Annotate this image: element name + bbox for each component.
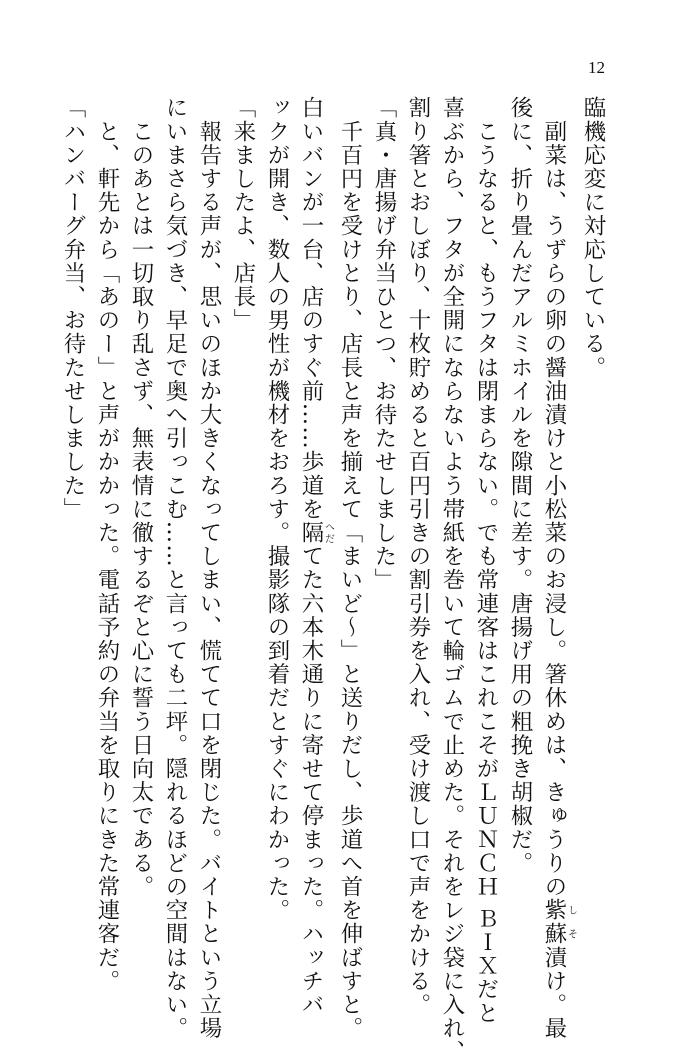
text-line — [503, 96, 537, 946]
text-line — [435, 96, 469, 1064]
text-run: 千百円を受けとり、店長と声を揃えて「まいど～」と送りだし、歩道へ首を伸ばすと。 — [337, 96, 363, 1040]
text-run: 「ハンバーグ弁当、お待たせしました」 — [60, 96, 86, 521]
ruby-base: 隔 — [298, 520, 324, 545]
text-run: 副菜は、うずらの卵の醤油漬けと小松菜のお浸し。箸休めは、きゅうりの — [541, 96, 567, 899]
text-run: このあとは一切取り乱さず、無表情に徹するぞと心に誓う日向太である。 — [128, 96, 154, 899]
text-run: にいまさら気づき、早足で奥へ引っこむ……と言っても二坪。隠れるほどの空間はない。 — [162, 96, 188, 1040]
text-line — [537, 96, 577, 1041]
text-run: 白いバンが一台、店のすぐ前……歩道を — [298, 96, 324, 521]
text-run: 「真・唐揚げ弁当ひとつ、お待たせしました」 — [371, 96, 397, 592]
ruby-reading: しそ — [565, 898, 577, 946]
text-run: 漬け。最 — [541, 945, 567, 1041]
text-run: 臨機応変に対応している。 — [580, 96, 606, 380]
ruby-base: 紫蘇 — [541, 898, 567, 946]
body-text — [56, 96, 610, 1064]
text-run: てた六本木通りに寄せて停まった。ハッチバ — [298, 544, 324, 1017]
text-run: 報告する声が、思いのほか大きくなってしまい、慌てて口を閉じた。バイトという立場 — [196, 96, 222, 1040]
text-run: こうなると、もうフタは閉まらない。でも常連客はこれこそがＬＵＮＣＨ ＢＩＸだと — [473, 96, 499, 1025]
furigana-word — [298, 520, 334, 545]
ruby-reading: へだ — [322, 520, 334, 545]
text-line — [56, 96, 90, 946]
text-run: ックが開き、数人の男性が機材をおろす。撮影隊の到着だとすぐにわかった。 — [264, 96, 290, 922]
text-line — [294, 96, 334, 1017]
text-line — [90, 96, 124, 993]
text-line — [226, 96, 260, 946]
text-run: 割り箸とおしぼり、十枚貯めると百円引きの割引券を入れ、受け渡し口で声をかける。 — [405, 96, 431, 1017]
text-run: 後に、折り畳んだアルミホイルを隙間に差す。唐揚げ用の粗挽き胡椒だ。 — [507, 96, 533, 875]
text-line — [401, 96, 435, 1017]
text-run: と、軒先から「あのー」と声がかかった。電話予約の弁当を取りにきた常連客だ。 — [94, 96, 120, 993]
text-line — [158, 96, 192, 1040]
text-line — [333, 96, 367, 1040]
text-line — [124, 96, 158, 946]
text-line — [260, 96, 294, 946]
furigana-word — [541, 898, 577, 946]
text-line — [469, 96, 503, 1025]
text-line — [576, 96, 610, 946]
page-number: 12 — [588, 58, 605, 77]
text-line — [192, 96, 226, 1040]
text-run: 「来ましたよ、店長」 — [230, 96, 256, 332]
text-run: 喜ぶから、フタが全開にならないよう帯紙を巻いて輪ゴムで止めた。それをレジ袋に入れ、 — [439, 96, 465, 1064]
text-line — [367, 96, 401, 946]
